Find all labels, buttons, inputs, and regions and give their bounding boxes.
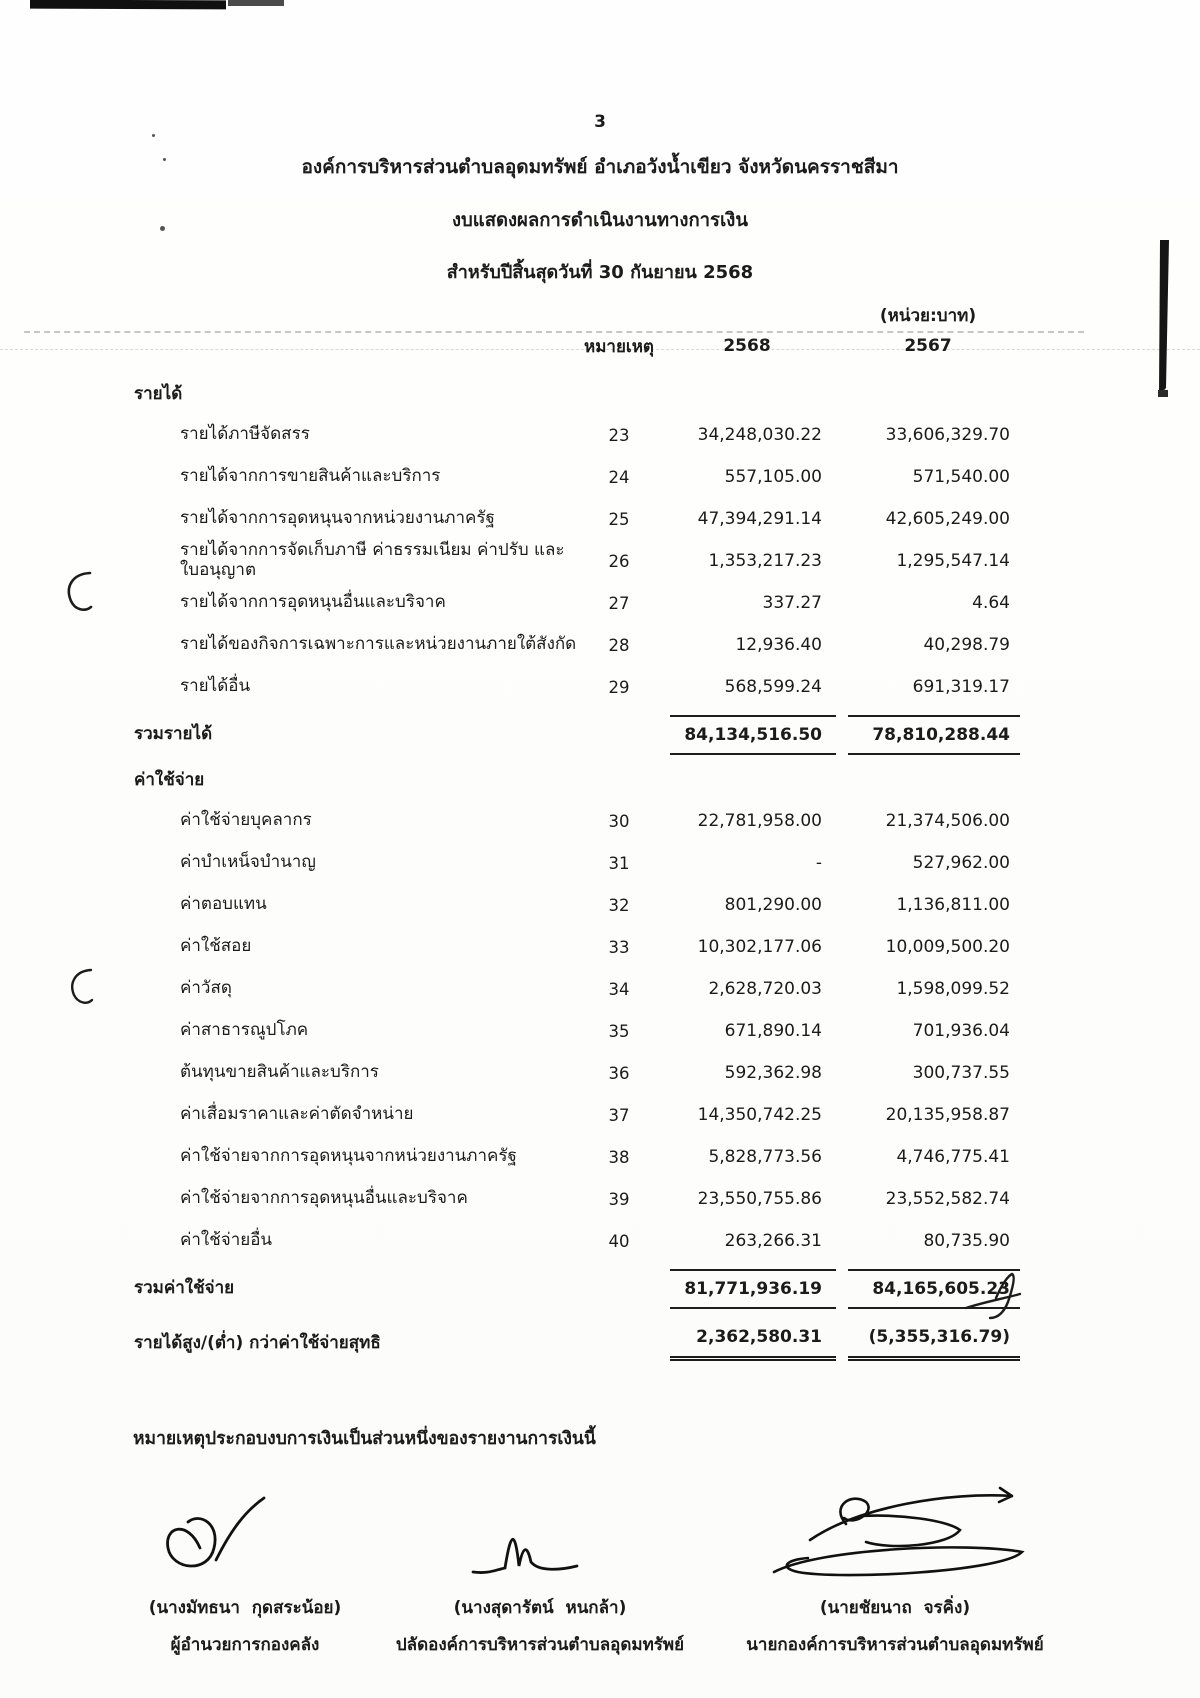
row-label: รายได้จากการอุดหนุนอื่นและบริจาค [180,592,446,613]
row-label: ค่าใช้จ่ายอื่น [180,1230,273,1251]
row-amount-2568: 263,266.31 [724,1231,822,1251]
table-row-total-revenue [118,708,1020,762]
row-amount-2568: 568,599.24 [724,677,822,697]
row-note-number: 29 [608,677,630,697]
row-note-number: 25 [608,509,630,529]
row-label: ค่าบำเหน็จบำนาญ [180,852,316,873]
section-label: รายได้ [134,384,183,405]
row-note-number: 32 [608,895,630,915]
row-amount-2567: 1,295,547.14 [896,551,1010,571]
row-amount-2568: 22,781,958.00 [697,811,822,831]
row-label: ต้นทุนขายสินค้าและบริการ [180,1062,379,1083]
row-label: ค่าใช้จ่ายจากการอุดหนุนอื่นและบริจาค [180,1188,468,1209]
row-label: รายได้อื่น [180,676,251,697]
row-amount-2567: 10,009,500.20 [885,937,1010,957]
row-note-number: 37 [608,1105,630,1125]
row-amount-2567: 42,605,249.00 [885,509,1010,529]
net-result-2567: (5,355,316.79) [848,1327,1020,1361]
section-label: ค่าใช้จ่าย [134,770,205,791]
table-row [118,456,1020,498]
row-amount-2567: 701,936.04 [912,1021,1010,1041]
row-amount-2568: 1,353,217.23 [708,551,822,571]
column-header-2568: 2568 [723,336,771,356]
row-label: ค่าตอบแทน [180,894,267,915]
signatory-name: (นางสุดารัตน์ หนกล้า) [453,1598,627,1618]
scan-speck [163,158,166,161]
signature-mark-3 [750,1478,1040,1590]
row-note-number: 40 [608,1231,630,1251]
table-row-total-expense [118,1262,1020,1316]
signature-stroke [473,1539,577,1572]
table-row [118,968,1020,1010]
row-amount-2568: 10,302,177.06 [697,937,822,957]
total-revenue-2567: 78,810,288.44 [848,715,1020,755]
row-amount-2568: 47,394,291.14 [697,509,822,529]
column-header-row [118,330,1020,362]
row-amount-2567: 40,298.79 [923,635,1010,655]
financial-table [118,300,1020,1372]
signature-mark-1 [160,1478,330,1590]
unit-row [118,300,1020,330]
row-label: ค่าเสื่อมราคาและค่าตัดจำหน่าย [180,1104,414,1125]
table-row [118,1178,1020,1220]
table-row [118,666,1020,708]
row-label: รายได้จากการจัดเก็บภาษี ค่าธรรมเนียม ค่าปรับ และใบอนุญาต [180,540,565,580]
notes-footnote: หมายเหตุประกอบงบการเงินเป็นส่วนหนึ่งของรายงานการเงินนี้ [133,1429,596,1449]
unit-label: (หน่วย:บาท) [879,305,977,326]
table-row [118,414,1020,456]
row-amount-2568: 557,105.00 [724,467,822,487]
row-label: รายได้จากการอุดหนุนจากหน่วยงานภาครัฐ [180,508,495,529]
row-label: ค่าใช้จ่ายจากการอุดหนุนจากหน่วยงานภาครัฐ [180,1146,517,1167]
table-row [118,498,1020,540]
table-row [118,1136,1020,1178]
revenue-rows [118,414,1020,708]
column-header-2567: 2567 [904,336,952,356]
row-note-number: 38 [608,1147,630,1167]
row-amount-2568: 2,628,720.03 [708,979,822,999]
scan-speck [152,134,155,137]
table-row [118,884,1020,926]
document-title-statement: งบแสดงผลการดำเนินงานทางการเงิน [452,210,748,231]
pen-mark-left-margin-1 [62,568,98,616]
net-result-label: รายได้สูง/(ต่ำ) กว่าค่าใช้จ่ายสุทธิ [134,1333,381,1354]
signatory-name: (นายชัยนาถ จรคิ่ง) [819,1598,971,1618]
row-amount-2567: 33,606,329.70 [885,425,1010,445]
row-amount-2567: 691,319.17 [912,677,1010,697]
row-amount-2567: 1,136,811.00 [896,895,1010,915]
signature-mark-2 [465,1478,615,1590]
table-row [118,1094,1020,1136]
row-amount-2567: 300,737.55 [912,1063,1010,1083]
row-amount-2567: 4.64 [972,593,1010,613]
row-amount-2567: 23,552,582.74 [885,1189,1010,1209]
row-amount-2567: 527,962.00 [912,853,1010,873]
signature-stroke [774,1488,1022,1575]
row-label: ค่าวัสดุ [180,978,232,999]
column-header-note: หมายเหตุ [584,336,654,357]
signature-stroke [168,1498,264,1566]
row-amount-2568: 12,936.40 [735,635,822,655]
table-row-net-result [118,1316,1020,1372]
row-label: ค่าใช้สอย [180,936,252,957]
row-note-number: 28 [608,635,630,655]
row-amount-2567: 4,746,775.41 [896,1147,1010,1167]
scan-speck [160,226,165,231]
row-note-number: 26 [608,551,630,571]
row-label: รายได้จากการขายสินค้าและบริการ [180,466,441,487]
row-amount-2567: 21,374,506.00 [885,811,1010,831]
document-title-org: องค์การบริหารส่วนตำบลอุดมทรัพย์ อำเภอวังน้ำเขียว จังหวัดนครราชสีมา [301,156,899,178]
row-amount-2568: - [815,853,822,873]
section-header-expense [118,762,1020,800]
row-amount-2567: 571,540.00 [912,467,1010,487]
table-row [118,582,1020,624]
row-amount-2567: 80,735.90 [923,1231,1010,1251]
row-amount-2568: 14,350,742.25 [697,1105,822,1125]
table-row [118,926,1020,968]
table-row [118,540,1020,582]
row-note-number: 27 [608,593,630,613]
table-row [118,1010,1020,1052]
row-amount-2568: 23,550,755.86 [697,1189,822,1209]
net-result-2568: 2,362,580.31 [670,1327,836,1361]
page-number: 3 [594,112,606,132]
signature-block [95,1478,1140,1658]
table-row [118,624,1020,666]
row-label: รายได้ของกิจการเฉพาะการและหน่วยงานภายใต้สังกัด [180,634,577,655]
table-row [118,1220,1020,1262]
signatory-title: ปลัดองค์การบริหารส่วนตำบลอุดมทรัพย์ [395,1635,685,1655]
signature-column-mayor [685,1478,1105,1658]
signatory-title: ผู้อำนวยการกองคลัง [170,1635,320,1655]
row-amount-2568: 5,828,773.56 [708,1147,822,1167]
row-amount-2567: 1,598,099.52 [896,979,1010,999]
signature-column-finance-director [95,1478,395,1658]
row-note-number: 30 [608,811,630,831]
row-note-number: 39 [608,1189,630,1209]
section-header-revenue [118,376,1020,414]
row-amount-2568: 671,890.14 [724,1021,822,1041]
row-amount-2568: 592,362.98 [724,1063,822,1083]
row-amount-2568: 337.27 [762,593,822,613]
row-label: รายได้ภาษีจัดสรร [180,424,310,445]
document-title-period: สำหรับปีสิ้นสุดวันที่ 30 กันยายน 2568 [446,262,754,283]
table-row [118,800,1020,842]
total-expense-label: รวมค่าใช้จ่าย [134,1278,235,1299]
expense-rows [118,800,1020,1262]
row-note-number: 24 [608,467,630,487]
pen-mark-left-margin-2 [66,966,98,1008]
row-note-number: 33 [608,937,630,957]
row-note-number: 23 [608,425,630,445]
row-amount-2568: 801,290.00 [724,895,822,915]
table-row [118,842,1020,884]
total-revenue-label: รวมรายได้ [134,724,213,745]
table-row [118,1052,1020,1094]
row-amount-2567: 20,135,958.87 [885,1105,1010,1125]
signatory-title: นายกองค์การบริหารส่วนตำบลอุดมทรัพย์ [746,1635,1044,1655]
row-note-number: 35 [608,1021,630,1041]
signatory-name: (นางมัทธนา กุดสระน้อย) [148,1598,342,1618]
row-label: ค่าสาธารณูปโภค [180,1020,309,1041]
row-amount-2568: 34,248,030.22 [697,425,822,445]
row-note-number: 31 [608,853,630,873]
total-revenue-2568: 84,134,516.50 [670,715,836,755]
row-label: ค่าใช้จ่ายบุคลากร [180,810,312,831]
signature-column-chief-administrator [395,1478,685,1658]
total-expense-2567: 84,165,605.23 [848,1269,1020,1309]
row-note-number: 36 [608,1063,630,1083]
total-expense-2568: 81,771,936.19 [670,1269,836,1309]
row-note-number: 34 [608,979,630,999]
